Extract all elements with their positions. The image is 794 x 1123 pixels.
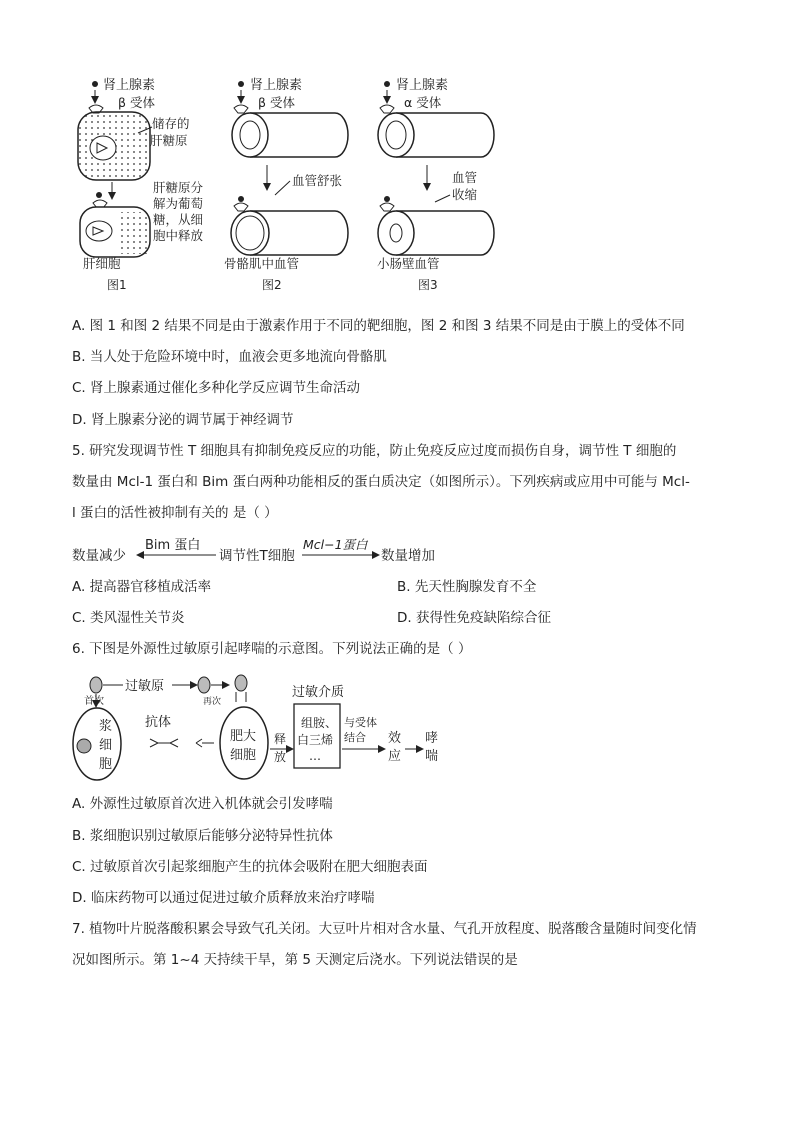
svg-text:胞中释放: 胞中释放 bbox=[153, 228, 204, 243]
svg-text:效: 效 bbox=[388, 731, 402, 746]
fig1-caption: 图1 bbox=[107, 278, 127, 292]
fig2-caption: 图2 bbox=[262, 278, 282, 292]
antibody-label: 抗体 bbox=[145, 715, 172, 730]
q6-option-a: A. 外源性过敏原首次进入机体就会引发哮喘 bbox=[72, 796, 333, 812]
q7-stem-line1: 7. 植物叶片脱落酸积累会导致气孔关闭。大豆叶片相对含水量、气孔开放程度、脱落酸含量随时间变化情 bbox=[72, 921, 697, 937]
svg-text:应: 应 bbox=[388, 749, 402, 764]
q5-option-d: D. 获得性免疫缺陷综合征 bbox=[397, 610, 551, 626]
q5-diagram bbox=[0, 536, 794, 570]
allergen-label: 过敏原 bbox=[125, 679, 165, 694]
svg-text:喘: 喘 bbox=[425, 749, 439, 764]
fig3-cell-label: 小肠壁血管 bbox=[377, 256, 440, 271]
svg-text:结合: 结合 bbox=[344, 731, 366, 744]
q5-stem-line2: 数量由 Mcl-1 蛋白和 Bim 蛋白两种功能相反的蛋白质决定（如图所示）。下列疾病或应用中可能与 Mcl- bbox=[72, 474, 690, 490]
svg-text:解为葡萄: 解为葡萄 bbox=[153, 196, 204, 211]
fig1-cell-label: 肝细胞 bbox=[83, 256, 121, 271]
fig1-hormone: 肾上腺素 bbox=[103, 78, 156, 93]
q6-option-c: C. 过敏原首次引起浆细胞产生的抗体会吸附在肥大细胞表面 bbox=[72, 859, 428, 875]
q5-option-b: B. 先天性胸腺发育不全 bbox=[397, 579, 537, 595]
svg-text:血管: 血管 bbox=[452, 170, 478, 185]
svg-text:β 受体: β 受体 bbox=[258, 95, 295, 110]
q5-right-label: 数量增加 bbox=[381, 548, 435, 564]
q5-center-label: 调节性T细胞 bbox=[219, 548, 295, 564]
q4-option-a: A. 图 1 和图 2 结果不同是由于激素作用于不同的靶细胞，图 2 和图 3 结果不同是由于膜上的受体不同 bbox=[72, 318, 685, 334]
q4-option-b: B. 当人处于危险环境中时，血液会更多地流向骨骼肌 bbox=[72, 349, 387, 365]
adrenaline-figure bbox=[0, 0, 794, 300]
svg-text:释: 释 bbox=[274, 732, 287, 746]
q5-option-c: C. 类风湿性关节炎 bbox=[72, 610, 185, 626]
svg-text:α 受体: α 受体 bbox=[404, 95, 442, 110]
svg-text:储存的: 储存的 bbox=[152, 116, 190, 131]
svg-text:肾上腺素: 肾上腺素 bbox=[250, 78, 303, 93]
q4-option-d: D. 肾上腺素分泌的调节属于神经调节 bbox=[72, 412, 294, 428]
q5-option-a: A. 提高器官移植成活率 bbox=[72, 579, 212, 595]
svg-text:收缩: 收缩 bbox=[452, 187, 478, 202]
figure-1 bbox=[78, 77, 204, 292]
svg-text:糖，从细: 糖，从细 bbox=[153, 212, 204, 227]
q5-bim-label: Bim 蛋白 bbox=[145, 538, 201, 553]
svg-text:白三烯: 白三烯 bbox=[297, 733, 334, 747]
mediator-title: 过敏介质 bbox=[292, 685, 345, 700]
fig3-caption: 图3 bbox=[418, 278, 438, 292]
svg-text:首次: 首次 bbox=[84, 696, 104, 707]
svg-text:…: … bbox=[309, 749, 321, 763]
q5-stem-line3: l 蛋白的活性被抑制有关的 是（ ） bbox=[72, 505, 278, 521]
svg-text:与受体: 与受体 bbox=[344, 716, 377, 729]
svg-text:肝糖原: 肝糖原 bbox=[150, 133, 188, 148]
fig1-receptor: β 受体 bbox=[118, 95, 155, 110]
q6-option-d: D. 临床药物可以通过促进过敏介质释放来治疗哮喘 bbox=[72, 890, 375, 906]
q4-option-c: C. 肾上腺素通过催化多种化学反应调节生命活动 bbox=[72, 380, 361, 396]
q6-diagram bbox=[0, 664, 794, 784]
svg-text:浆: 浆 bbox=[99, 719, 113, 734]
svg-text:肝糖原分: 肝糖原分 bbox=[153, 180, 204, 195]
q7-stem-line2: 况如图所示。第 1~4 天持续干旱，第 5 天测定后浇水。下列说法错误的是 bbox=[72, 952, 518, 968]
q6-option-b: B. 浆细胞识别过敏原后能够分泌特异性抗体 bbox=[72, 828, 333, 844]
figure-3 bbox=[377, 77, 494, 292]
q6-stem: 6. 下图是外源性过敏原引起哮喘的示意图。下列说法正确的是（ ） bbox=[72, 641, 472, 657]
hormone-dot bbox=[92, 81, 98, 87]
q5-left-label: 数量减少 bbox=[72, 548, 126, 564]
svg-text:胞: 胞 bbox=[99, 757, 113, 772]
svg-text:细胞: 细胞 bbox=[230, 748, 257, 763]
fig2-cell-label: 骨骼肌中血管 bbox=[224, 256, 300, 271]
svg-text:再次: 再次 bbox=[203, 697, 222, 707]
svg-text:放: 放 bbox=[274, 750, 287, 764]
svg-text:细: 细 bbox=[99, 738, 113, 753]
q5-stem-line1: 5. 研究发现调节性 T 细胞具有抑制免疫反应的功能，防止免疫反应过度而损伤自身，调节性 T 细胞的 bbox=[72, 443, 677, 459]
svg-text:肥大: 肥大 bbox=[230, 729, 257, 744]
svg-text:肾上腺素: 肾上腺素 bbox=[396, 78, 449, 93]
q5-mcl-label: Mcl−1蛋白 bbox=[303, 537, 368, 552]
svg-text:组胺、: 组胺、 bbox=[301, 716, 338, 730]
svg-text:哮: 哮 bbox=[425, 731, 439, 746]
fig2-effect: 血管舒张 bbox=[292, 173, 343, 188]
figure-2 bbox=[224, 77, 348, 292]
